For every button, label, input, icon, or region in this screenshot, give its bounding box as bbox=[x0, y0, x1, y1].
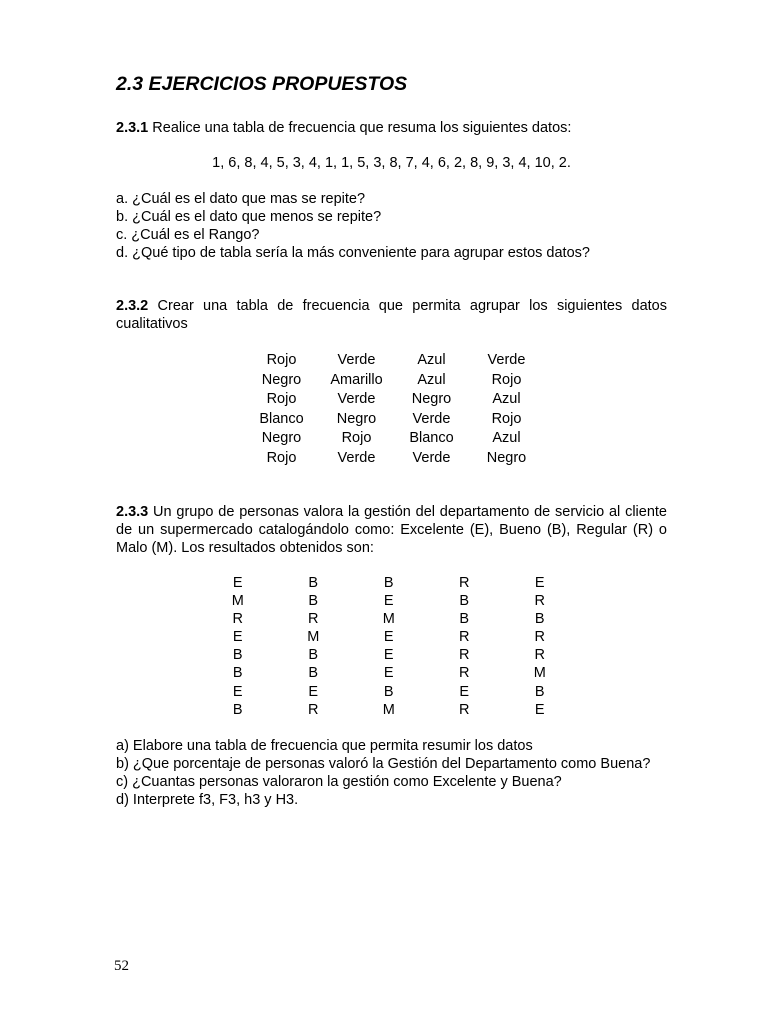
table-cell: E bbox=[308, 683, 319, 700]
exercise-2-3-3-questions bbox=[116, 737, 667, 809]
table-cell: M bbox=[231, 593, 244, 610]
table-cell: M bbox=[382, 611, 395, 628]
table-cell: Rojo bbox=[341, 430, 372, 447]
table-cell: Negro bbox=[411, 391, 452, 408]
table-row bbox=[244, 371, 544, 391]
table-cell: R bbox=[534, 593, 545, 610]
table-cell: R bbox=[534, 647, 545, 664]
table-row bbox=[200, 574, 578, 592]
table-cell: Blanco bbox=[259, 410, 304, 427]
question-item: c. ¿Cuál es el Rango? bbox=[116, 227, 260, 243]
table-row bbox=[200, 628, 578, 646]
table-cell: R bbox=[232, 611, 243, 628]
exercise-2-3-3-statement bbox=[116, 503, 667, 557]
table-row bbox=[200, 664, 578, 682]
table-cell: B bbox=[308, 647, 319, 664]
table-cell: E bbox=[534, 575, 545, 591]
table-cell: E bbox=[383, 647, 394, 664]
table-cell: Azul bbox=[417, 352, 446, 368]
table-cell: Negro bbox=[261, 430, 302, 447]
color-data-table bbox=[244, 351, 544, 469]
table-cell: Verde bbox=[412, 449, 451, 466]
table-cell: R bbox=[459, 629, 470, 646]
table-cell: Amarillo bbox=[330, 371, 383, 388]
table-row bbox=[200, 646, 578, 664]
table-row bbox=[200, 610, 578, 628]
table-cell: R bbox=[534, 629, 545, 646]
table-cell: R bbox=[459, 665, 470, 682]
table-cell: Rojo bbox=[266, 391, 297, 408]
table-row bbox=[200, 683, 578, 701]
table-cell: Verde bbox=[337, 391, 376, 408]
question-item: a) Elabore una tabla de frecuencia que permita resumir los datos bbox=[116, 738, 533, 754]
question-item: a. ¿Cuál es el dato que mas se repite? bbox=[116, 191, 366, 207]
rating-data-table bbox=[200, 574, 578, 719]
section-title: 2.3 EJERCICIOS PROPUESTOS bbox=[116, 73, 408, 95]
table-row bbox=[244, 449, 544, 469]
table-cell: B bbox=[534, 683, 545, 700]
table-cell: R bbox=[459, 647, 470, 664]
table-cell: E bbox=[459, 683, 470, 700]
table-cell: Negro bbox=[261, 371, 302, 388]
table-cell: E bbox=[232, 575, 243, 591]
table-cell: B bbox=[383, 683, 394, 700]
table-cell: B bbox=[232, 665, 243, 682]
numeric-data-line: 1, 6, 8, 4, 5, 3, 4, 1, 1, 5, 3, 8, 7, 4, 6, 2, 8, 9, 3, 4, 10, 2. bbox=[212, 155, 571, 171]
table-cell: Rojo bbox=[266, 449, 297, 466]
table-cell: Negro bbox=[336, 410, 377, 427]
table-cell: B bbox=[308, 575, 319, 591]
table-cell: B bbox=[232, 701, 243, 718]
table-row bbox=[200, 592, 578, 610]
table-cell: Verde bbox=[487, 352, 526, 368]
table-row bbox=[244, 390, 544, 410]
table-cell: Azul bbox=[417, 371, 446, 388]
table-cell: Azul bbox=[492, 391, 521, 408]
exercise-2-3-2-statement bbox=[116, 297, 667, 333]
table-cell: M bbox=[307, 629, 320, 646]
page-number: 52 bbox=[114, 958, 129, 974]
table-cell: R bbox=[459, 575, 470, 591]
table-cell: Negro bbox=[486, 449, 527, 466]
table-cell: B bbox=[459, 593, 470, 610]
table-cell: E bbox=[232, 683, 243, 700]
table-cell: B bbox=[459, 611, 470, 628]
table-row bbox=[244, 351, 544, 371]
table-cell: B bbox=[308, 665, 319, 682]
table-cell: B bbox=[308, 593, 319, 610]
question-item: b. ¿Cuál es el dato que menos se repite? bbox=[116, 209, 382, 225]
table-cell: M bbox=[382, 701, 395, 718]
table-cell: R bbox=[459, 701, 470, 718]
table-cell: B bbox=[232, 647, 243, 664]
table-cell: R bbox=[308, 611, 319, 628]
table-row bbox=[244, 410, 544, 430]
table-cell: Verde bbox=[412, 410, 451, 427]
table-cell: Blanco bbox=[409, 430, 454, 447]
exercise-text: Crear una tabla de frecuencia que permita agrupar los siguientes datos cualitativos bbox=[116, 298, 667, 332]
exercise-2-3-1-statement bbox=[116, 119, 667, 137]
exercise-text: Realice una tabla de frecuencia que resuma los siguientes datos: bbox=[148, 120, 572, 136]
table-cell: M bbox=[533, 665, 546, 682]
table-cell: Verde bbox=[337, 449, 376, 466]
table-cell: E bbox=[383, 629, 394, 646]
table-cell: Rojo bbox=[491, 371, 522, 388]
question-item: d. ¿Qué tipo de tabla sería la más conveniente para agrupar estos datos? bbox=[116, 245, 590, 261]
table-row bbox=[244, 429, 544, 449]
table-cell: E bbox=[232, 629, 243, 646]
table-cell: Verde bbox=[337, 352, 376, 368]
table-cell: E bbox=[383, 665, 394, 682]
table-cell: E bbox=[383, 593, 394, 610]
table-cell: B bbox=[534, 611, 545, 628]
exercise-number: 2.3.3 bbox=[116, 504, 149, 520]
question-item: b) ¿Que porcentaje de personas valoró la Gestión del Departamento como Buena? bbox=[116, 756, 651, 772]
table-cell: Azul bbox=[492, 430, 521, 447]
table-cell: B bbox=[383, 575, 394, 591]
question-item: d) Interprete f3, F3, h3 y H3. bbox=[116, 792, 299, 808]
question-item: c) ¿Cuantas personas valoraron la gestión como Excelente y Buena? bbox=[116, 774, 562, 790]
exercise-number: 2.3.1 bbox=[116, 120, 149, 136]
table-cell: R bbox=[308, 701, 319, 718]
exercise-text: Un grupo de personas valora la gestión del departamento de servicio al cliente de un supermercado catalogándolo como: Excelente (E), Bueno (B), Regular (R) o Malo (M). Los resultados obtenidos son: bbox=[116, 504, 667, 556]
exercise-2-3-1-questions bbox=[116, 190, 667, 262]
table-cell: Rojo bbox=[266, 352, 297, 368]
table-row bbox=[200, 701, 578, 719]
table-cell: Rojo bbox=[491, 410, 522, 427]
exercise-number: 2.3.2 bbox=[116, 298, 149, 314]
table-cell: E bbox=[534, 701, 545, 718]
